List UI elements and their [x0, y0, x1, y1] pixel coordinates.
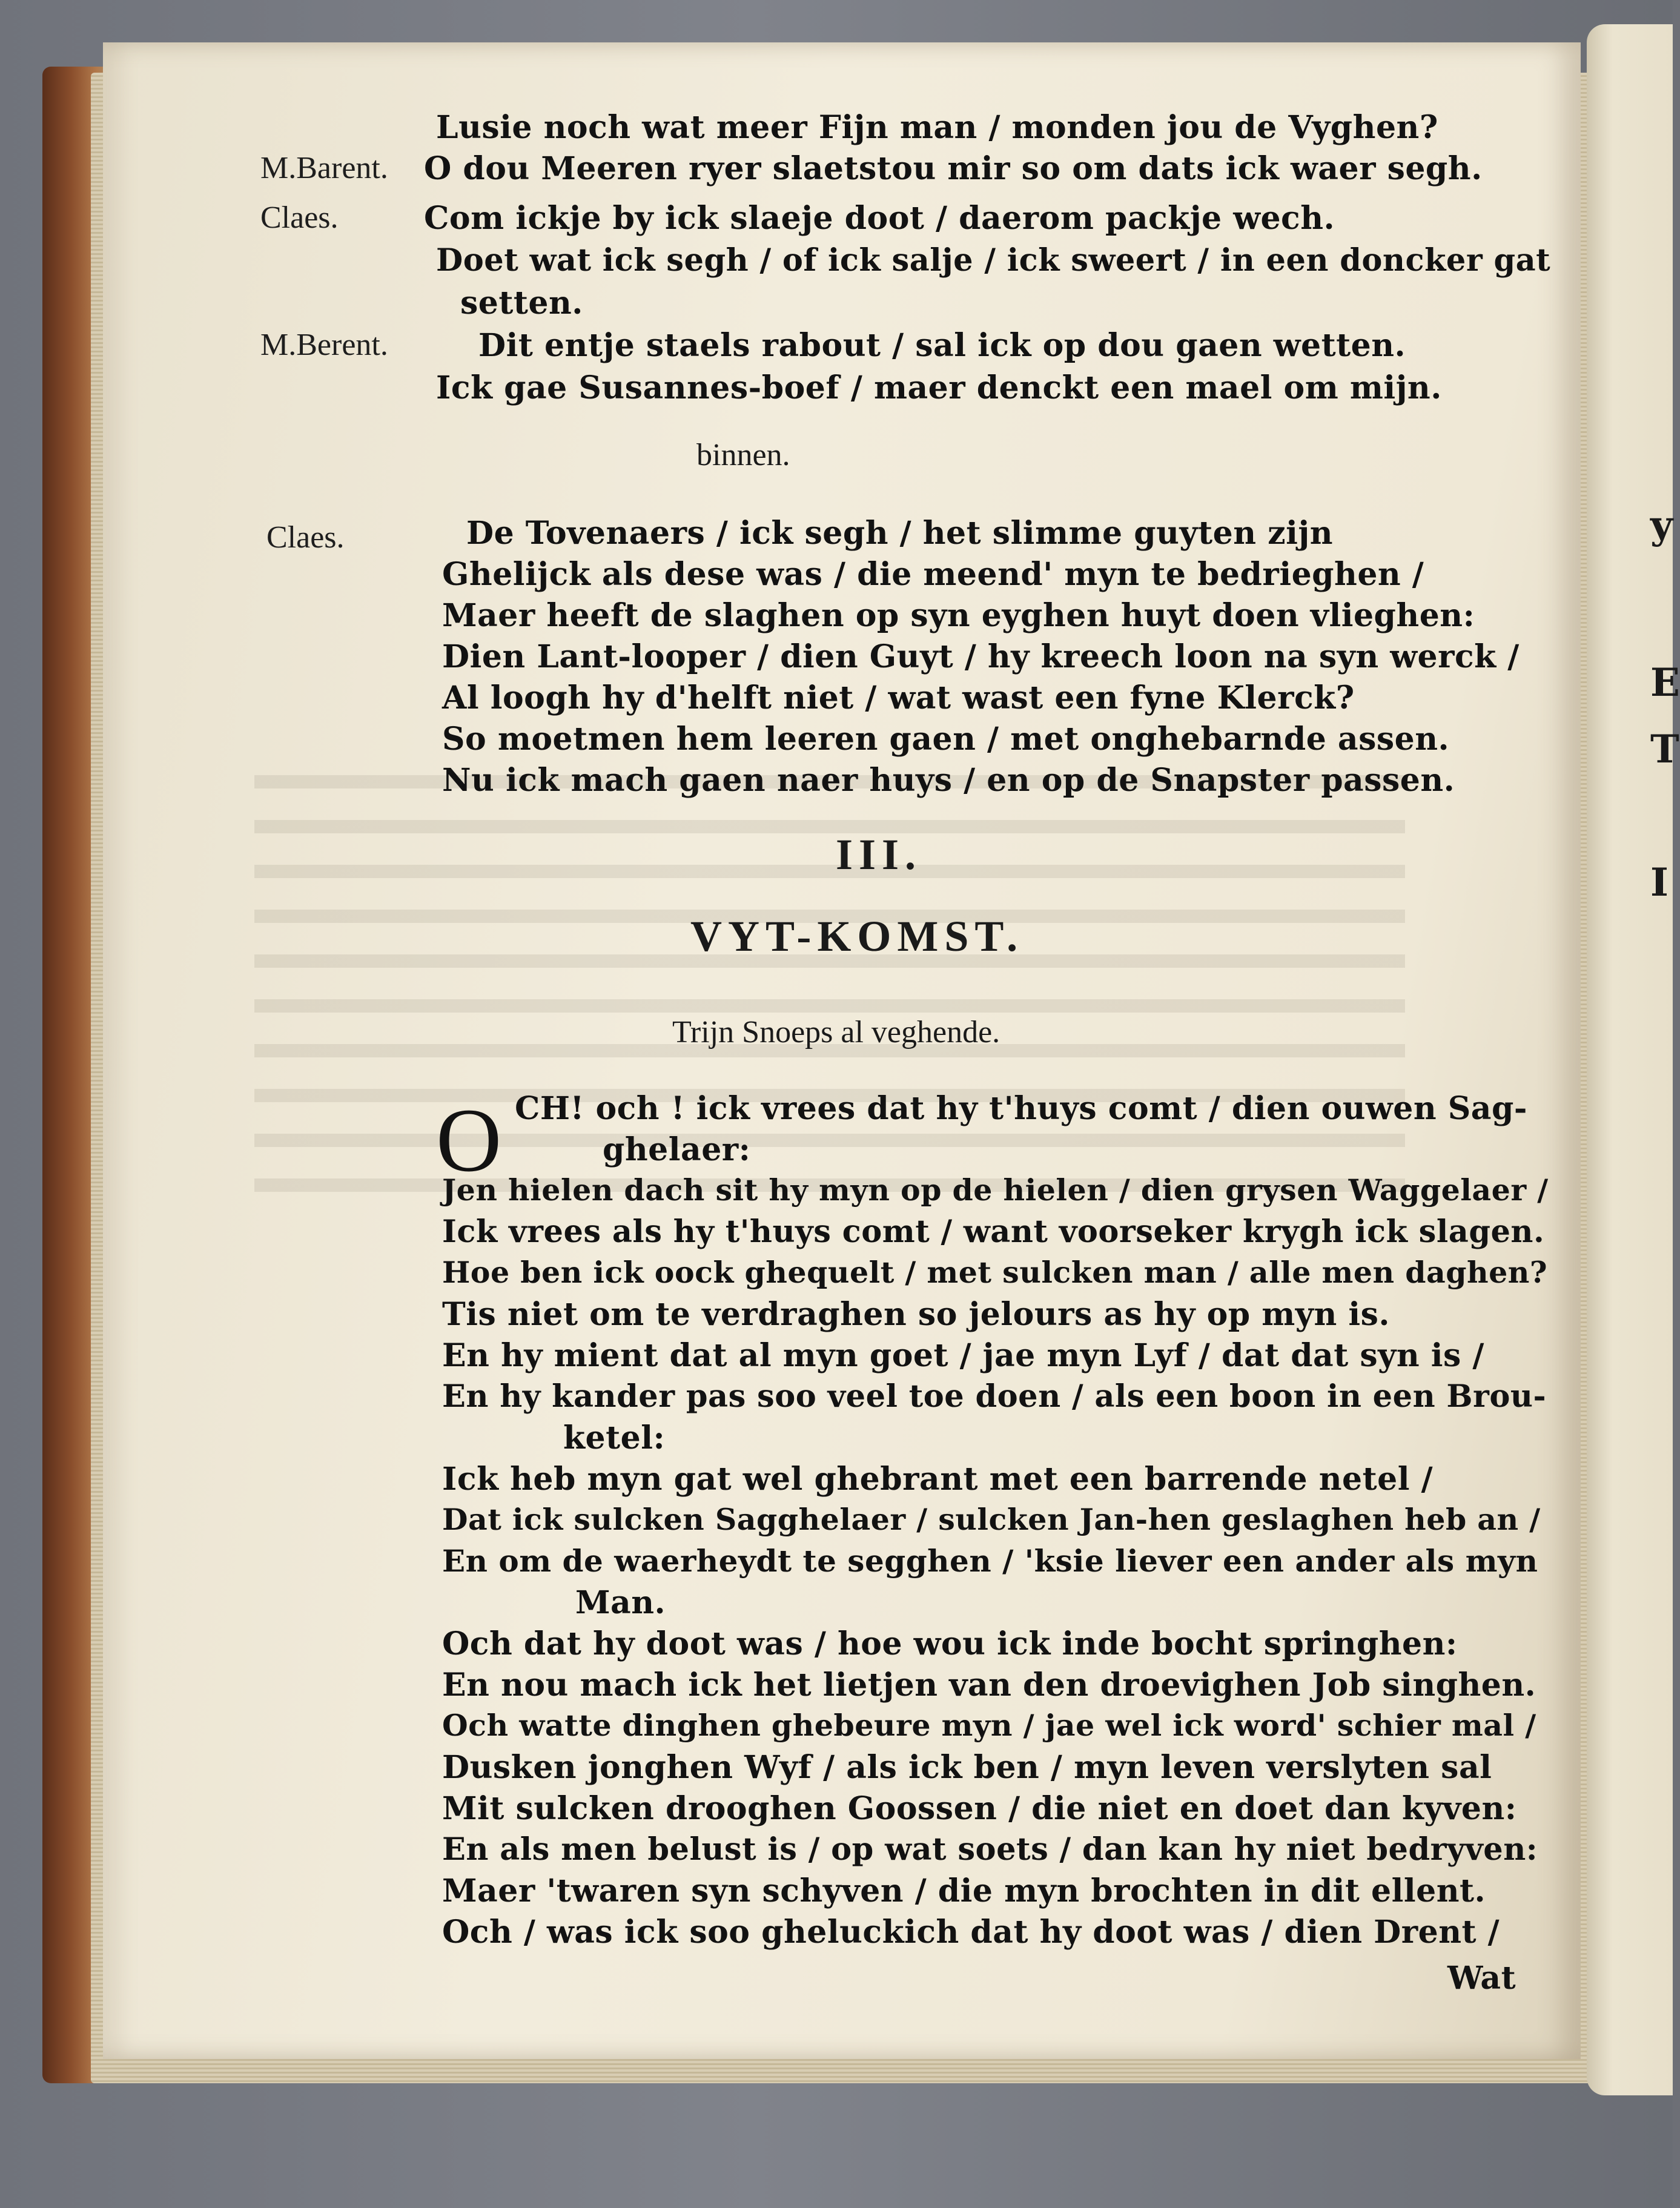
facing-page-fragment: T [1650, 727, 1679, 772]
speaker-label: M.Berent. [260, 328, 388, 362]
drop-capital: O [436, 1090, 502, 1191]
verse-line: Tis niet om te verdraghen so jelours as hy op myn is. [442, 1296, 1391, 1333]
speaker-label: Claes. [266, 520, 345, 555]
facing-page-fragment: E [1650, 660, 1680, 706]
verse-line: Dit entje staels rabout / sal ick op dou gaen wetten. [478, 327, 1406, 364]
verse-line: Dusken jonghen Wyf / als ick ben / myn leven verslyten sal [442, 1749, 1492, 1786]
section-number: III. [836, 830, 922, 879]
verse-line: Jen hielen dach sit hy myn op de hielen / dien grysen Waggelaer / [442, 1172, 1549, 1208]
verse-line: Och watte dinghen ghebeure myn / jae wel ick word' schier mal / [442, 1708, 1536, 1743]
section-subtitle: Trijn Snoeps al veghende. [672, 1015, 1000, 1049]
stage-direction: binnen. [696, 438, 790, 472]
verse-line: ghelaer: [603, 1131, 751, 1168]
catchword: Wat [1447, 1960, 1516, 1997]
speaker-label: Claes. [260, 200, 339, 235]
verse-line: CH! och ! ick vrees dat hy t'huys comt / dien ouwen Sag- [515, 1090, 1527, 1127]
verse-line: Mit sulcken drooghen Goossen / die niet en doet dan kyven: [442, 1790, 1517, 1827]
verse-line: En hy mient dat al myn goet / jae myn Lyf / dat dat syn is / [442, 1337, 1484, 1374]
verse-line: Maer heeft de slaghen op syn eyghen huyt doen vlieghen: [442, 597, 1475, 634]
verse-line: De Tovenaers / ick segh / het slimme guyten zijn [466, 515, 1334, 552]
verse-line: Maer 'twaren syn schyven / die myn brochten in dit ellent. [442, 1873, 1486, 1909]
verse-line: ketel: [563, 1420, 666, 1456]
verse-line: En hy kander pas soo veel toe doen / als een boon in een Brou- [442, 1378, 1547, 1415]
verse-line: Dat ick sulcken Sagghelaer / sulcken Jan-hen geslaghen heb an / [442, 1502, 1541, 1537]
section-title: VYT-KOMST. [690, 912, 1024, 960]
facing-page [1587, 24, 1673, 2095]
verse-line: Hoe ben ick oock ghequelt / met sulcken man / alle men daghen? [442, 1255, 1548, 1290]
verse-line: Al loogh hy d'helft niet / wat wast een fyne Klerck? [442, 679, 1355, 716]
verse-line: Ghelijck als dese was / die meend' myn te bedrieghen / [442, 556, 1424, 593]
verse-line: En als men belust is / op wat soets / dan kan hy niet bedryven: [442, 1831, 1538, 1868]
facing-page-fragment: y [1650, 503, 1673, 548]
verse-line: Dien Lant-looper / dien Guyt / hy kreech loon na syn werck / [442, 638, 1520, 675]
verse-line: Och dat hy doot was / hoe wou ick inde bocht springhen: [442, 1625, 1458, 1662]
verse-line: Ick gae Susannes-boef / maer denckt een mael om mijn. [436, 369, 1442, 406]
verse-line: Ick vrees als hy t'huys comt / want voorseker krygh ick slagen. [442, 1214, 1545, 1250]
verse-line: So moetmen hem leeren gaen / met onghebarnde assen. [442, 721, 1450, 758]
verse-line: Ick heb myn gat wel ghebrant met een barrende netel / [442, 1461, 1434, 1498]
verse-line: Doet wat ick segh / of ick salje / ick sweert / in een doncker gat [436, 242, 1551, 279]
verse-line: Nu ick mach gaen naer huys / en op de Snapster passen. [442, 762, 1455, 799]
verse-line: En nou mach ick het lietjen van den droevighen Job singhen. [442, 1667, 1536, 1704]
verse-line: O dou Meeren ryer slaetstou mir so om dats ick waer segh. [424, 150, 1483, 187]
verse-line: En om de waerheydt te segghen / 'ksie liever een ander als myn [442, 1543, 1538, 1579]
verse-line: Com ickje by ick slaeje doot / daerom packje wech. [424, 200, 1335, 237]
facing-page-fragment: I [1650, 860, 1668, 905]
verse-line: Man. [575, 1584, 666, 1621]
verse-line: Lusie noch wat meer Fijn man / monden jou de Vyghen? [436, 109, 1438, 146]
verse-line: setten. [460, 285, 583, 322]
speaker-label: M.Barent. [260, 151, 388, 185]
verse-line: Och / was ick soo gheluckich dat hy doot was / dien Drent / [442, 1914, 1500, 1951]
